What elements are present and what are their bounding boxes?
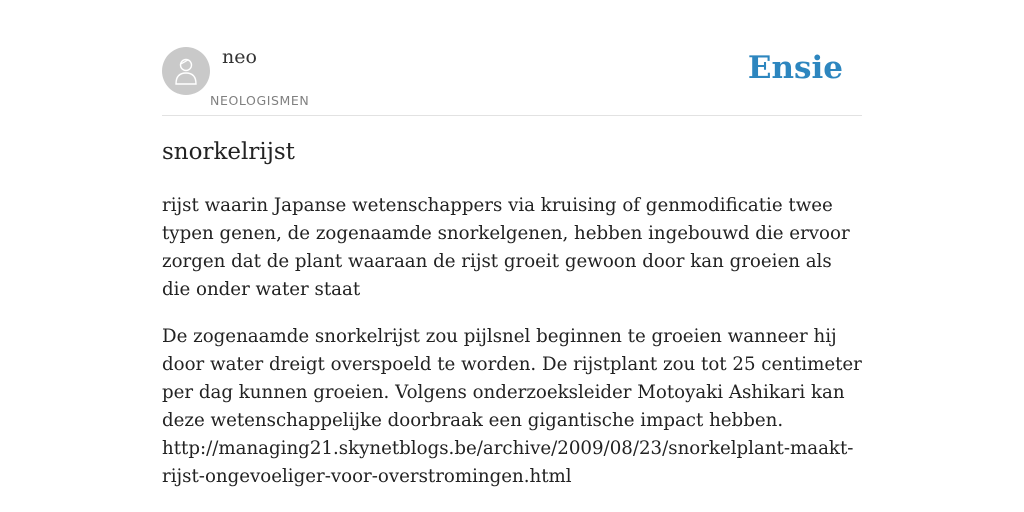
example-source-url[interactable]: http://managing21.skynetblogs.be/archive/2009/08/23/snorkelplant-maakt-rijst-ongevoeliger-voor-overstromingen.html: [162, 438, 854, 487]
brand-logo[interactable]: Ensie: [747, 50, 843, 86]
avatar[interactable]: [162, 47, 210, 95]
entry-header: [162, 0, 862, 116]
user-icon: [174, 57, 198, 85]
entry-title: snorkelrijst: [162, 139, 295, 165]
category-link[interactable]: NEOLOGISMEN: [210, 93, 310, 108]
entry-definition: rijst waarin Japanse wetenschappers via kruising of genmodificatie twee typen genen, de zogenaamde snorkelgenen, hebben ingebouwd die ervoor zorgen dat de plant waaraan de rijst groeit gewoon door kan groeien als die onder water staat: [162, 195, 850, 300]
example-text: De zogenaamde snorkelrijst zou pijlsnel beginnen te groeien wanneer hij door water dreigt overspoeld te worden. De rijstplant zou tot 25 centimeter per dag kunnen groeien. Volgens onderzoeksleider Motoyaki Ashikari kan deze wetenschappelijke doorbraak een gigantische impact hebben.: [162, 326, 862, 431]
author-name[interactable]: neo: [222, 46, 257, 68]
entry-container: [162, 0, 862, 487]
entry-example: [162, 323, 862, 491]
